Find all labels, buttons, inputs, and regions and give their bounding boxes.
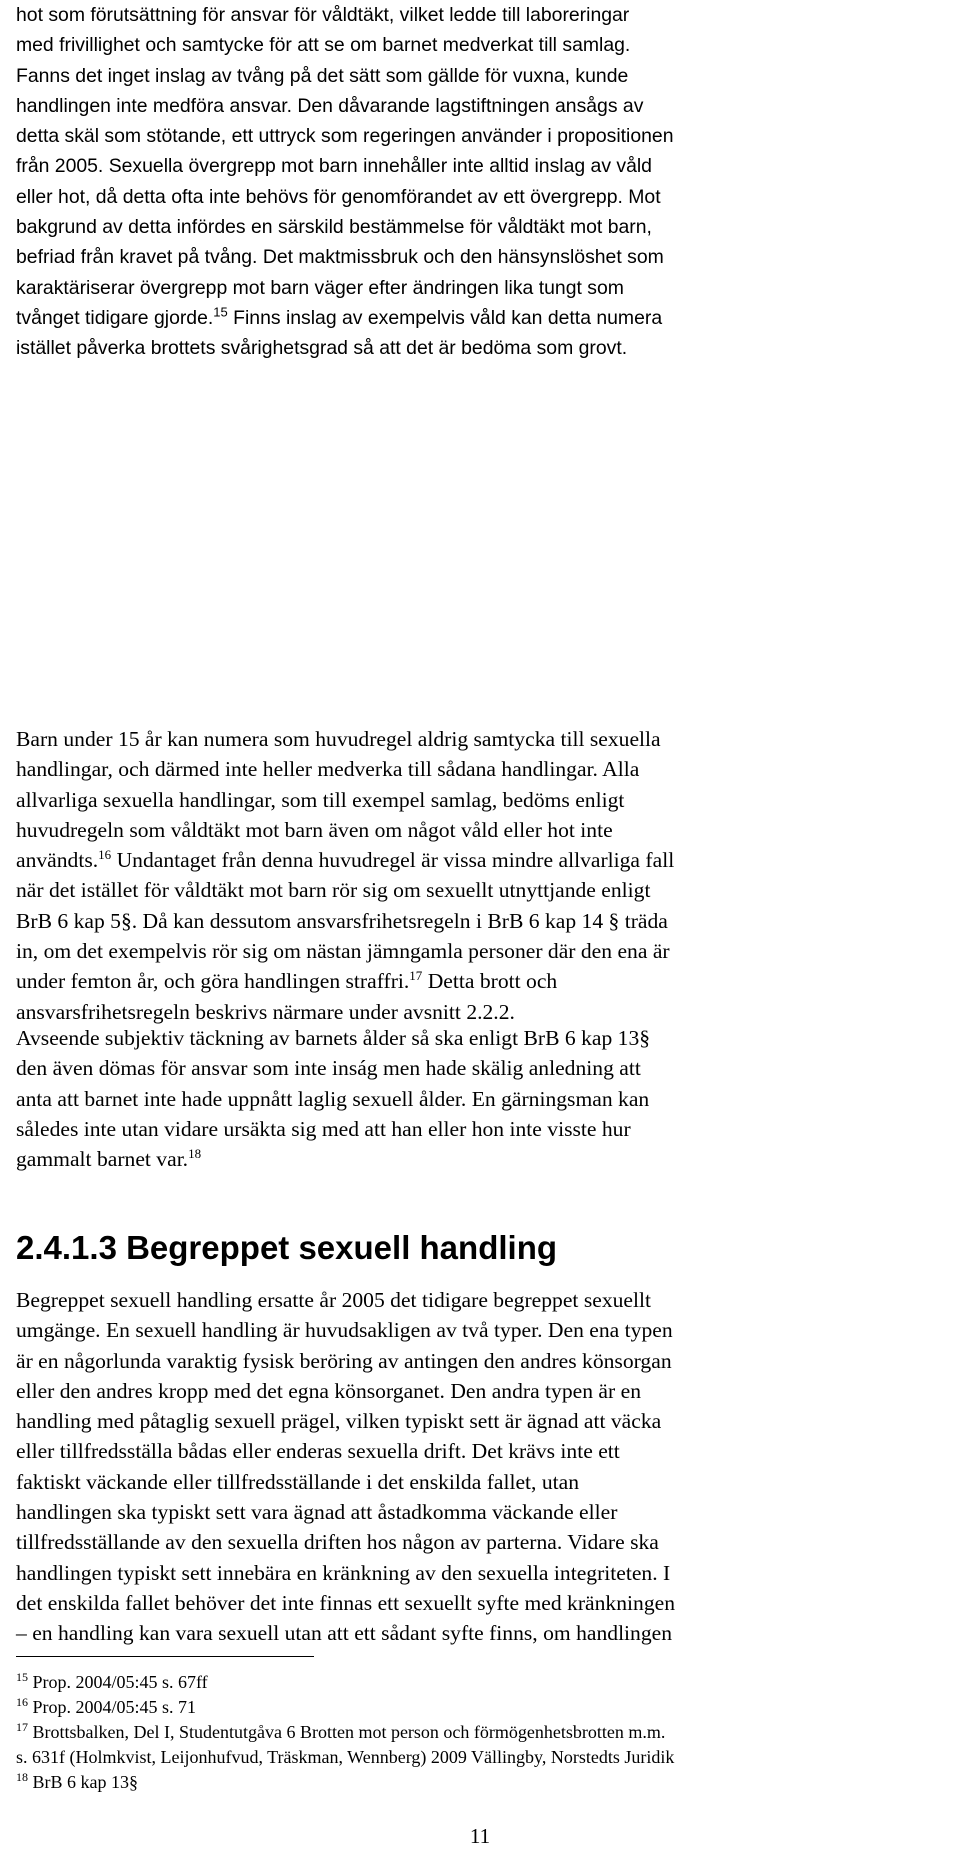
text-line: eller tillfredsställa bådas eller enderas sexuella drift. Det krävs inte ett — [16, 1439, 620, 1464]
line-text: tvånget tidigare gjorde. — [16, 306, 214, 329]
text-line — [16, 966, 956, 996]
text-line: eller hot, då detta ofta inte behövs för genomförandet av ett övergrepp. Mot — [16, 185, 661, 208]
footnote — [16, 1695, 956, 1720]
footnote — [16, 1670, 956, 1695]
text-line — [16, 303, 956, 333]
text-line: faktiskt väckande eller tillfredsställande i det enskilda fallet, utan — [16, 1469, 580, 1494]
text-line: karaktäriserar övergrepp mot barn väger efter ändringen lika tungt som — [16, 276, 624, 299]
text-line: allvarliga sexuella handlingar, som till exempel samlag, bedöms enligt — [16, 787, 625, 812]
text-line: handlingen typiskt sett innebära en kränkning av den sexuella integriteten. I — [16, 1560, 671, 1585]
text-line: ansvarsfrihetsregeln beskrivs närmare under avsnitt 2.2.2. — [16, 999, 515, 1024]
footnote-ref[interactable]: 16 — [98, 847, 112, 862]
footnote-ref[interactable]: 17 — [409, 968, 423, 984]
text-line: handlingen inte medföra ansvar. Den dåvarande lagstiftningen ansågs av — [16, 94, 644, 117]
text-line: Barn under 15 år kan numera som huvudregel aldrig samtycka till sexuella — [16, 727, 661, 751]
text-line: Avseende subjektiv täckning av barnets ålder så ska enligt BrB 6 kap 13§ — [16, 1026, 651, 1050]
footnote — [16, 1720, 956, 1745]
text-line: det enskilda fallet behöver det inte finnas ett sexuellt syfte med kränkningen — [16, 1590, 675, 1615]
text-line: Begreppet sexuell handling ersatte år 2005 det tidigare begreppet sexuellt — [16, 1288, 651, 1312]
paragraph-3 — [16, 1023, 956, 1174]
text-line: eller den andres kropp med det egna könsorganet. Den andra typen är en — [16, 1378, 641, 1403]
footnote-continuation — [16, 1745, 956, 1770]
text-line: handlingar, och därmed inte heller medverka till sådana handlingar. Alla — [16, 757, 640, 782]
footnote-number: 17 — [16, 1720, 28, 1734]
text-line: detta skäl som stötande, ett uttryck som regeringen använder i propositionen — [16, 125, 674, 148]
footnote-number: 15 — [16, 1670, 28, 1684]
text-line: är en någorlunda varaktig fysisk beröring av antingen den andres könsorgan — [16, 1348, 672, 1373]
text-line: anta att barnet inte hade uppnått laglig sexuell ålder. En gärningsman kan — [16, 1086, 650, 1111]
text-line: befriad från kravet på tvång. Det maktmissbruk och den hänsynslöshet som — [16, 246, 664, 269]
text-line: huvudregeln som våldtäkt mot barn även om något våld eller hot inte — [16, 817, 613, 842]
footnote-text: Prop. 2004/05:45 s. 71 — [28, 1697, 197, 1717]
text-line: BrB 6 kap 5§. Då kan dessutom ansvarsfrihetsregeln i BrB 6 kap 14 § träda — [16, 908, 668, 933]
line-text: användts. — [16, 848, 99, 873]
text-line: – en handling kan vara sexuell utan att ett sådant syfte finns, om handlingen — [16, 1621, 673, 1646]
text-line: handlingen ska typiskt sett vara ägnad att åstadkomma väckande eller — [16, 1500, 618, 1525]
text-line: den även dömas för ansvar som inte inság men hade skälig anledning att — [16, 1056, 641, 1081]
text-line: när det istället för våldtäkt mot barn rör sig om sexuellt utnyttjande enligt — [16, 878, 651, 903]
text-line: Fanns det inget inslag av tvång på det sätt som gällde för vuxna, kunde — [16, 64, 629, 87]
footnote-text: Brottsbalken, Del I, Studentutgåva 6 Brotten mot person och förmögenhetsbrotten m.m. — [28, 1722, 666, 1742]
page-number: 11 — [469, 1824, 491, 1848]
text-line: istället påverka brottets svårighetsgrad så att det är bedöma som grovt. — [16, 337, 628, 360]
text-line — [16, 1144, 956, 1174]
footnote-separator — [16, 1656, 314, 1657]
text-line: således inte utan vidare ursäkta sig med att han eller hon inte visste hur — [16, 1116, 631, 1141]
text-line: handling med påtaglig sexuell prägel, vilken typiskt sett är ägnad att väcka — [16, 1409, 662, 1434]
line-text: Detta brott och — [422, 969, 558, 994]
footnote-ref[interactable]: 18 — [188, 1146, 202, 1161]
footnote-number: 18 — [16, 1770, 28, 1784]
paragraph-2 — [16, 724, 956, 1027]
footnotes — [16, 1670, 956, 1795]
footnote-text: s. 631f (Holmkvist, Leijonhufvud, Träskman, Wennberg) 2009 Vällingby, Norstedts Juridik — [16, 1747, 675, 1767]
text-line — [16, 845, 956, 875]
line-text: Finns inslag av exempelvis våld kan detta numera — [227, 306, 663, 329]
footnote-number: 16 — [16, 1695, 28, 1709]
line-text: gammalt barnet var. — [16, 1147, 189, 1172]
footnote-text: Prop. 2004/05:45 s. 67ff — [28, 1672, 208, 1692]
text-line: med frivillighet och samtycke för att se om barnet medverkat till samlag. — [16, 34, 631, 57]
footnote — [16, 1770, 956, 1795]
text-line: umgänge. En sexuell handling är huvudsakligen av två typer. Den ena typen — [16, 1318, 673, 1343]
text-line: in, om det exempelvis rör sig om nästan jämngamla personer där den ena är — [16, 939, 670, 964]
section-heading: 2.4.1.3 Begreppet sexuell handling — [16, 1229, 558, 1266]
footnote-text: BrB 6 kap 13§ — [28, 1772, 138, 1792]
paragraph-4 — [16, 1285, 956, 1649]
text-line: tillfredsställande av den sexuella driften hos någon av parterna. Vidare ska — [16, 1530, 659, 1555]
text-line: från 2005. Sexuella övergrepp mot barn innehåller inte alltid inslag av våld — [16, 155, 652, 178]
line-text: under femton år, och göra handlingen straffri. — [16, 969, 410, 994]
text-line: bakgrund av detta infördes en särskild bestämmelse för våldtäkt mot barn, — [16, 216, 652, 239]
text-line: hot som förutsättning för ansvar för våldtäkt, vilket ledde till laboreringar — [16, 4, 630, 26]
paragraph-1 — [16, 0, 956, 364]
line-text: Undantaget från denna huvudregel är vissa mindre allvarliga fall — [111, 848, 675, 873]
footnote-ref[interactable]: 15 — [213, 304, 228, 320]
